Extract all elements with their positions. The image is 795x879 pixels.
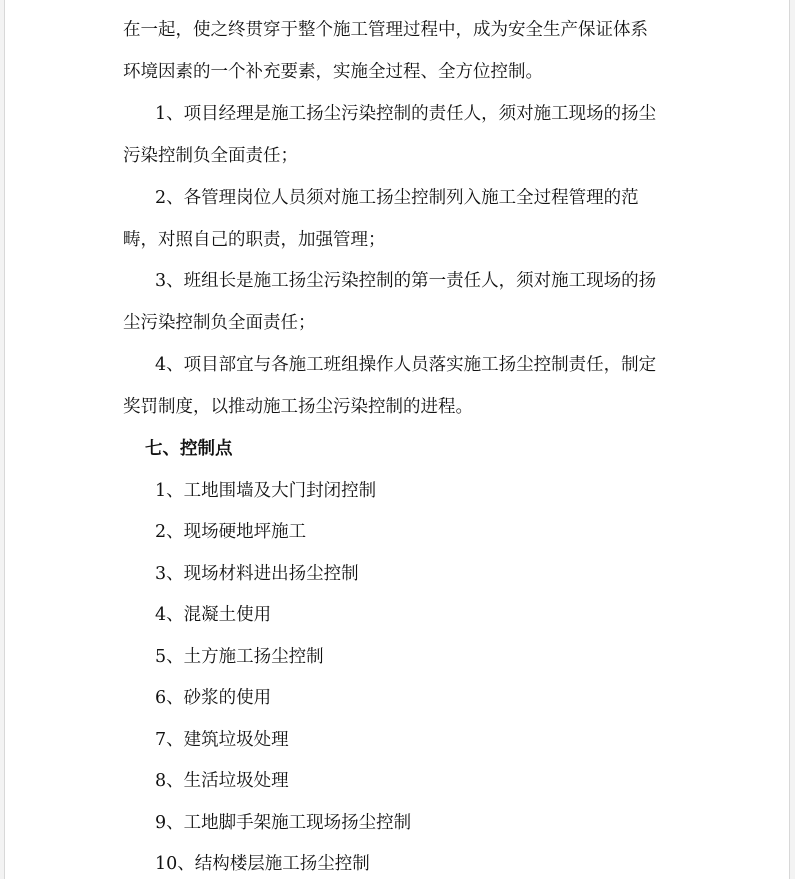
control-point-item: 5、土方施工扬尘控制: [155, 647, 324, 667]
paragraph-line: 在一起，使之终贯穿于整个施工管理过程中，成为安全生产保证体系: [123, 20, 648, 40]
control-point-item: 7、建筑垃圾处理: [155, 730, 289, 750]
control-point-item: 8、生活垃圾处理: [155, 771, 289, 791]
paragraph-line: 3、班组长是施工扬尘污染控制的第一责任人，须对施工现场的扬: [155, 271, 657, 291]
paragraph-line: 环境因素的一个补充要素，实施全过程、全方位控制。: [123, 62, 543, 82]
paragraph-line: 2、各管理岗位人员须对施工扬尘控制列入施工全过程管理的范: [155, 188, 639, 208]
control-point-item: 3、现场材料进出扬尘控制: [155, 564, 359, 584]
control-point-item: 6、砂浆的使用: [155, 688, 272, 708]
paragraph-line: 尘污染控制负全面责任；: [123, 313, 316, 333]
section-heading: 七、控制点: [145, 439, 233, 459]
control-point-item: 10、结构楼层施工扬尘控制: [155, 854, 370, 874]
paragraph-line: 1、项目经理是施工扬尘污染控制的责任人，须对施工现场的扬尘: [155, 104, 657, 124]
paragraph-line: 4、项目部宜与各施工班组操作人员落实施工扬尘控制责任，制定: [155, 355, 657, 375]
paragraph-line: 奖罚制度，以推动施工扬尘污染控制的进程。: [123, 397, 473, 417]
paragraph-line: 畴，对照自己的职责，加强管理；: [123, 230, 386, 250]
control-point-item: 2、现场硬地坪施工: [155, 522, 307, 542]
document-page: [4, 0, 790, 879]
control-point-item: 9、工地脚手架施工现场扬尘控制: [155, 813, 412, 833]
control-point-item: 4、混凝土使用: [155, 605, 272, 625]
control-point-item: 1、工地围墙及大门封闭控制: [155, 481, 377, 501]
paragraph-line: 污染控制负全面责任；: [123, 146, 298, 166]
